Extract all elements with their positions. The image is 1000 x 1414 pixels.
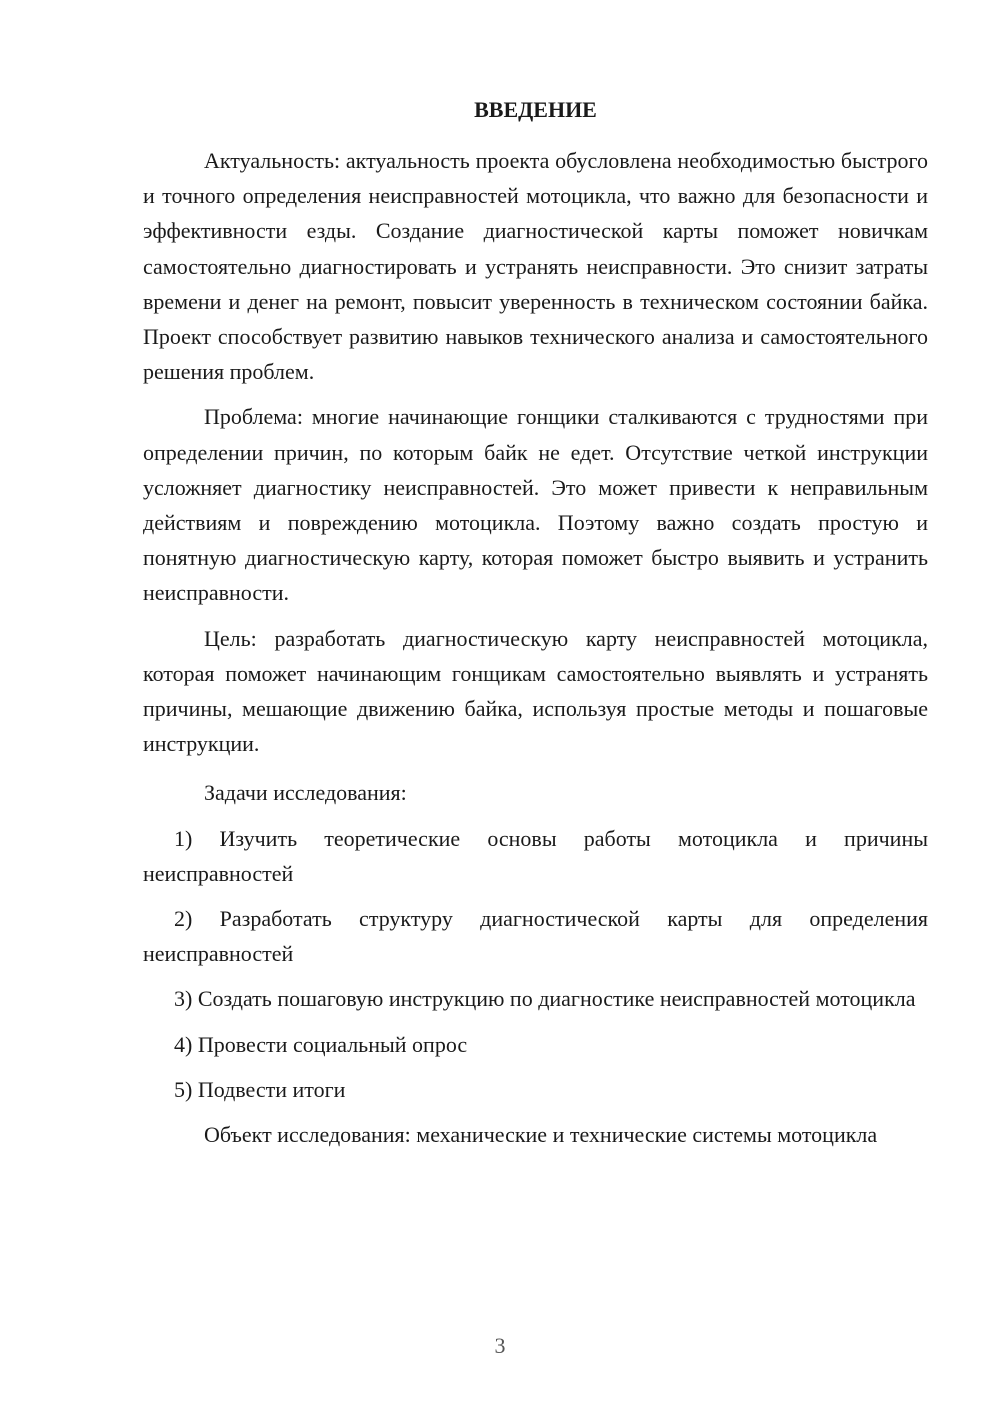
- problem-paragraph: Проблема: многие начинающие гонщики сталкиваются с трудностями при определении причин, по которым байк не едет. Отсутствие четкой инструкции усложняет диагностику неисправностей. Это может привести к неправильным действиям и повреждению мотоцикла. Поэтому важно создать простую и понятную диагностическую карту, которая поможет быстро выявить и устранить неисправности.: [143, 404, 928, 606]
- task-item-3: 3) Создать пошаговую инструкцию по диагностике неисправностей мотоцикла: [174, 986, 916, 1012]
- task-item-1: 1) Изучить теоретические основы работы мотоцикла и причины неисправностей: [143, 825, 928, 886]
- object-paragraph: Объект исследования: механические и технические системы мотоцикла: [204, 1122, 878, 1148]
- tasks-list: [143, 821, 928, 1107]
- page-title: ВВЕДЕНИЕ: [474, 97, 597, 122]
- task-item-4: 4) Провести социальный опрос: [174, 1031, 468, 1057]
- task-item-5: 5) Подвести итоги: [174, 1076, 346, 1102]
- tasks-title: Задачи исследования:: [204, 780, 407, 806]
- page-number: 3: [494, 1333, 506, 1358]
- task-item-2: 2) Разработать структуру диагностической карты для определения неисправностей: [143, 906, 928, 967]
- goal-paragraph: Цель: разработать диагностическую карту неисправностей мотоцикла, которая поможет начинающим гонщикам самостоятельно выявлять и устранять причины, мешающие движению байка, используя простые методы и пошаговые инструкции.: [143, 625, 928, 757]
- document-page: [143, 95, 928, 1152]
- relevance-paragraph: Актуальность: актуальность проекта обусловлена необходимостью быстрого и точного определения неисправностей мотоцикла, что важно для безопасности и эффективности езды. Создание диагностической карты поможет новичкам самостоятельно диагностировать и устранять неисправности. Это снизит затраты времени и денег на ремонт, повысит уверенность в техническом состоянии байка. Проект способствует развитию навыков технического анализа и самостоятельного решения проблем.: [143, 148, 928, 385]
